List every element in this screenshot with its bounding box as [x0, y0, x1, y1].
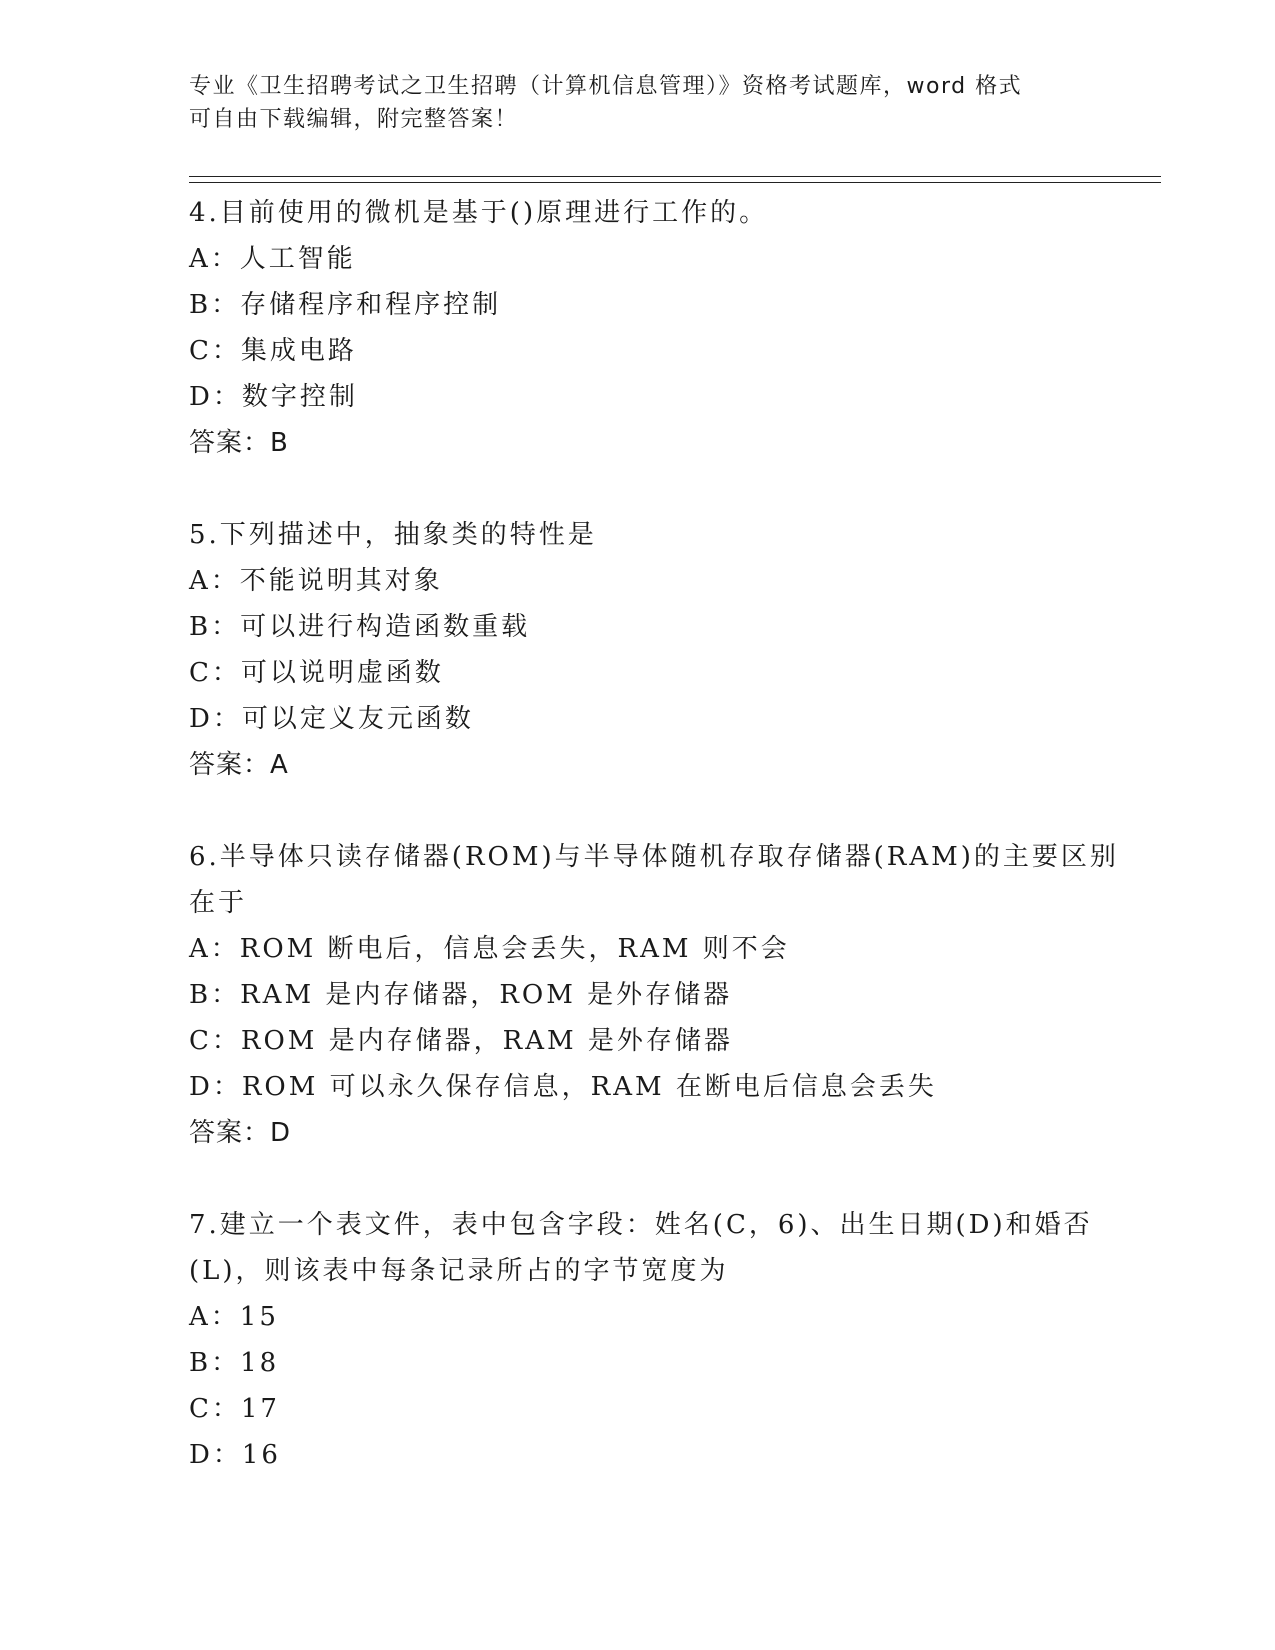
answer-label: 答案：B — [189, 428, 289, 458]
spacer — [189, 466, 1089, 512]
header-line-1: 专业《卫生招聘考试之卫生招聘（计算机信息管理）》资格考试题库，word 格式 — [189, 74, 1023, 99]
option-a: A：ROM 断电后，信息会丢失，RAM 则不会 — [189, 934, 790, 964]
question-4 — [189, 190, 1089, 466]
question-stem: 7.建立一个表文件，表中包含字段：姓名(C，6)、出生日期(D)和婚否 — [189, 1210, 1093, 1240]
option-b: B：可以进行构造函数重载 — [189, 612, 531, 642]
option-b: B：18 — [189, 1348, 280, 1378]
spacer — [189, 788, 1089, 834]
option-b: B：RAM 是内存储器，ROM 是外存储器 — [189, 980, 733, 1010]
option-c: C：集成电路 — [189, 336, 357, 366]
option-c: C：ROM 是内存储器，RAM 是外存储器 — [189, 1026, 733, 1056]
option-c: C：17 — [189, 1394, 280, 1424]
answer-label: 答案：A — [189, 750, 289, 780]
header-divider-top — [189, 176, 1161, 177]
question-stem: 5.下列描述中，抽象类的特性是 — [189, 520, 597, 550]
spacer — [189, 1156, 1089, 1202]
question-stem: 6.半导体只读存储器(ROM)与半导体随机存取存储器(RAM)的主要区别 — [189, 842, 1119, 872]
question-stem-continued: (L)，则该表中每条记录所占的字节宽度为 — [189, 1256, 729, 1286]
question-5 — [189, 512, 1089, 788]
option-c: C：可以说明虚函数 — [189, 658, 444, 688]
question-stem: 4.目前使用的微机是基于()原理进行工作的。 — [189, 198, 769, 228]
question-list — [189, 190, 1119, 1478]
option-d: D：可以定义友元函数 — [189, 704, 474, 734]
option-d: D：数字控制 — [189, 382, 358, 412]
document-header — [189, 70, 1089, 136]
answer-label: 答案：D — [189, 1118, 292, 1148]
header-divider-bottom — [189, 182, 1161, 183]
option-d: D：ROM 可以永久保存信息，RAM 在断电后信息会丢失 — [189, 1072, 937, 1102]
option-a: A：人工智能 — [189, 244, 356, 274]
question-6 — [189, 834, 1119, 1156]
option-b: B：存储程序和程序控制 — [189, 290, 502, 320]
option-a: A：15 — [189, 1302, 279, 1332]
header-line-2: 可自由下载编辑，附完整答案！ — [189, 107, 519, 132]
question-7 — [189, 1202, 1093, 1478]
question-stem-continued: 在于 — [189, 888, 248, 918]
option-d: D：16 — [189, 1440, 281, 1470]
option-a: A：不能说明其对象 — [189, 566, 443, 596]
